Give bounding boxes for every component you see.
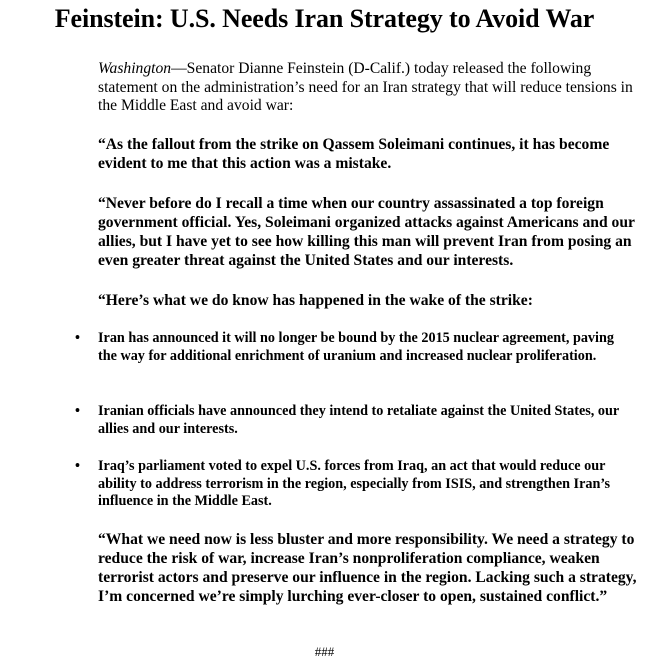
intro-text: —Senator Dianne Feinstein (D-Calif.) today released the following statement on the administration’s need for an Iran strategy that will reduce tensions in the Middle East and avoid war: [98,60,633,114]
bullet-item [75,458,635,511]
intro-indent [49,60,639,116]
bullet-text: Iranian officials have announced they intend to retaliate against the United States, our allies and our interests. [98,403,619,437]
end-mark: ### [314,644,335,659]
bullet-dot-icon: • [75,330,80,346]
statement-paragraph-1 [49,135,639,173]
intro-paragraph [49,60,639,116]
statement-paragraph-4 [49,530,639,606]
paragraph-text: “What we need now is less bluster and more responsibility. We need a strategy to reduce the risk of war, increase Iran’s nonproliferation compliance, weaken terrorist actors and preserve our influence in the region. Lacking such a strategy, I’m concerned we’re simply lurching ever-closer to open, sustained conflict.” [98,531,637,605]
statement-paragraph-2 [49,194,639,270]
bullet-dot-icon: • [75,403,80,419]
bullet-text: Iran has announced it will no longer be bound by the 2015 nuclear agreement, paving the way for additional enrichment of uranium and increased nuclear proliferation. [98,330,614,364]
page-title: Feinstein: U.S. Needs Iran Strategy to Avoid War [54,4,595,33]
bullet-item [75,403,635,438]
paragraph-text: “Never before do I recall a time when our country assassinated a top foreign government official. Yes, Soleimani organized attacks against Americans and our allies, but I have yet to see how killing this man will prevent Iran from posing an even greater threat against the United States and our interests. [98,195,635,269]
statement-paragraph-3 [49,291,639,310]
bullet-item [75,330,635,365]
paragraph-text: “As the fallout from the strike on Qassem Soleimani continues, it has become evident to me that this action was a mistake. [98,136,610,172]
bullet-text: Iraq’s parliament voted to expel U.S. forces from Iraq, an act that would reduce our ability to address terrorism in the region, especially from ISIS, and strengthen Iran’s influence in the Middle East. [98,458,611,509]
dateline: Washington [98,60,172,77]
paragraph-text: “Here’s what we do know has happened in the wake of the strike: [98,292,533,309]
bullet-dot-icon: • [75,458,80,474]
